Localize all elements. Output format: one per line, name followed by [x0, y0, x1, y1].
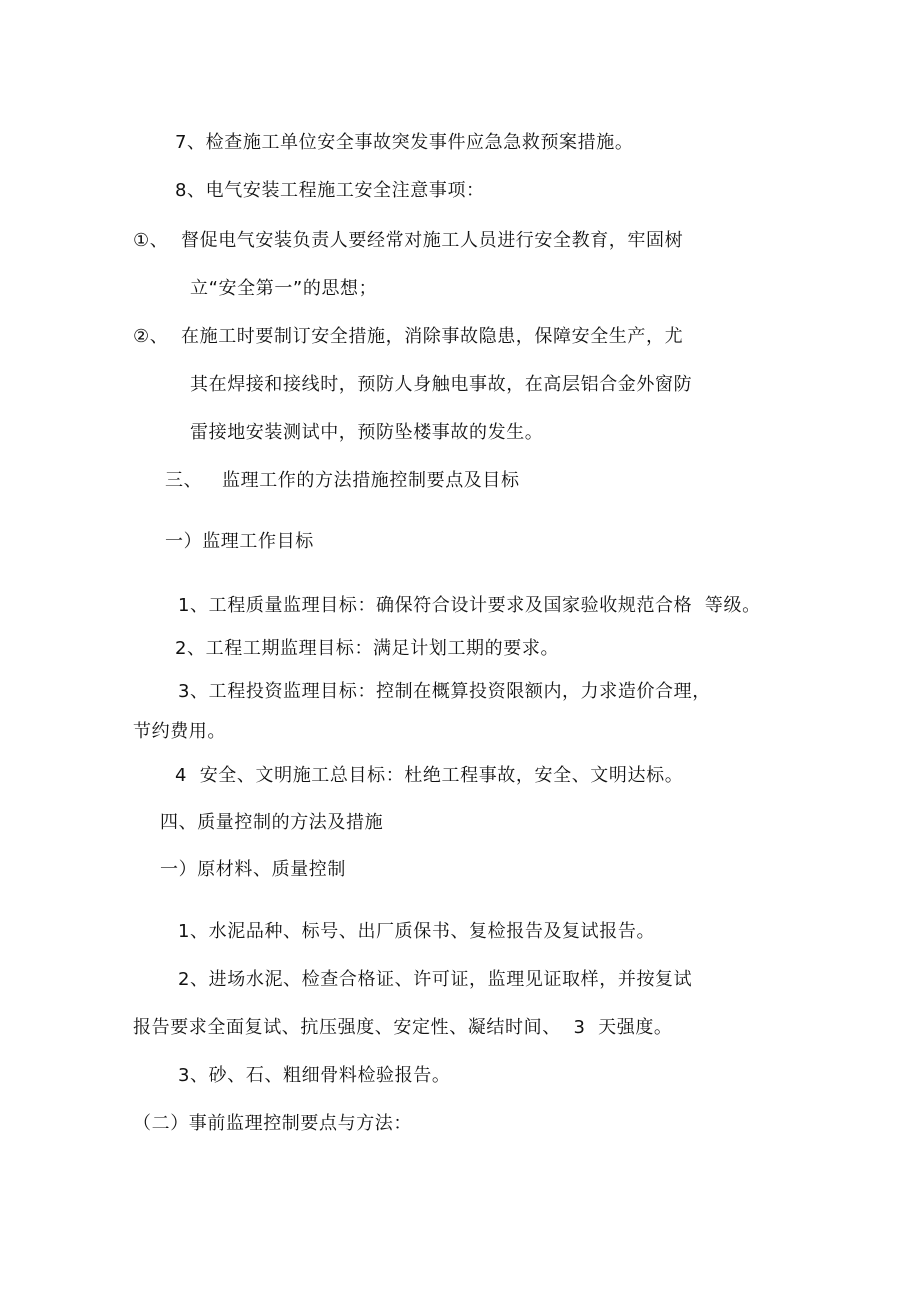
- material-item-1: 1、水泥品种、标号、出厂质保书、复检报告及复试报告。: [178, 921, 656, 942]
- list-marker-2: ②、: [133, 326, 169, 347]
- safety-point-2-line-2: 其在焊接和接线时，预防人身触电事故，在高层铝合金外窗防: [190, 374, 693, 395]
- safety-point-2-line-3: 雷接地安装测试中，预防坠楼事故的发生。: [190, 422, 544, 443]
- section-4-heading: 四、质量控制的方法及措施: [160, 812, 384, 833]
- section-3-marker: 三、: [165, 470, 203, 491]
- goal-1-quality: 1、工程质量监理目标：确保符合设计要求及国家验收规范合格 等级。: [178, 595, 761, 616]
- material-item-2-line-1: 2、进场水泥、检查合格证、许可证，监理见证取样，并按复试: [178, 969, 693, 990]
- subsection-raw-materials: 一）原材料、质量控制: [160, 859, 346, 880]
- item-7-emergency-plan: 7、检查施工单位安全事故突发事件应急急救预案措施。: [175, 132, 634, 153]
- safety-point-1-line-2: 立“安全第一”的思想；: [190, 278, 378, 299]
- safety-point-2-line-1: 在施工时要制订安全措施，消除事故隐患，保障安全生产，尤: [181, 326, 684, 347]
- goal-3-investment-line-2: 节约费用。: [133, 721, 226, 742]
- material-item-2-line-2: 报告要求全面复试、抗压强度、安定性、凝结时间、 3 天强度。: [133, 1017, 673, 1038]
- goal-4-safety: 4 安全、文明施工总目标：杜绝工程事故，安全、文明达标。: [175, 765, 684, 786]
- goal-3-investment-line-1: 3、工程投资监理目标：控制在概算投资限额内，力求造价合理，: [178, 681, 711, 702]
- subsection-supervision-goals: 一）监理工作目标: [165, 531, 314, 552]
- section-3-heading: 监理工作的方法措施控制要点及目标: [222, 470, 520, 491]
- subsection-pre-control: （二）事前监理控制要点与方法：: [133, 1113, 412, 1134]
- list-marker-1: ①、: [133, 230, 169, 251]
- material-item-3: 3、砂、石、粗细骨料检验报告。: [178, 1065, 451, 1086]
- goal-2-schedule: 2、工程工期监理目标：满足计划工期的要求。: [175, 638, 560, 659]
- safety-point-1-line-1: 督促电气安装负责人要经常对施工人员进行安全教育，牢固树: [181, 230, 684, 251]
- item-8-electrical-safety-heading: 8、电气安装工程施工安全注意事项：: [175, 180, 485, 201]
